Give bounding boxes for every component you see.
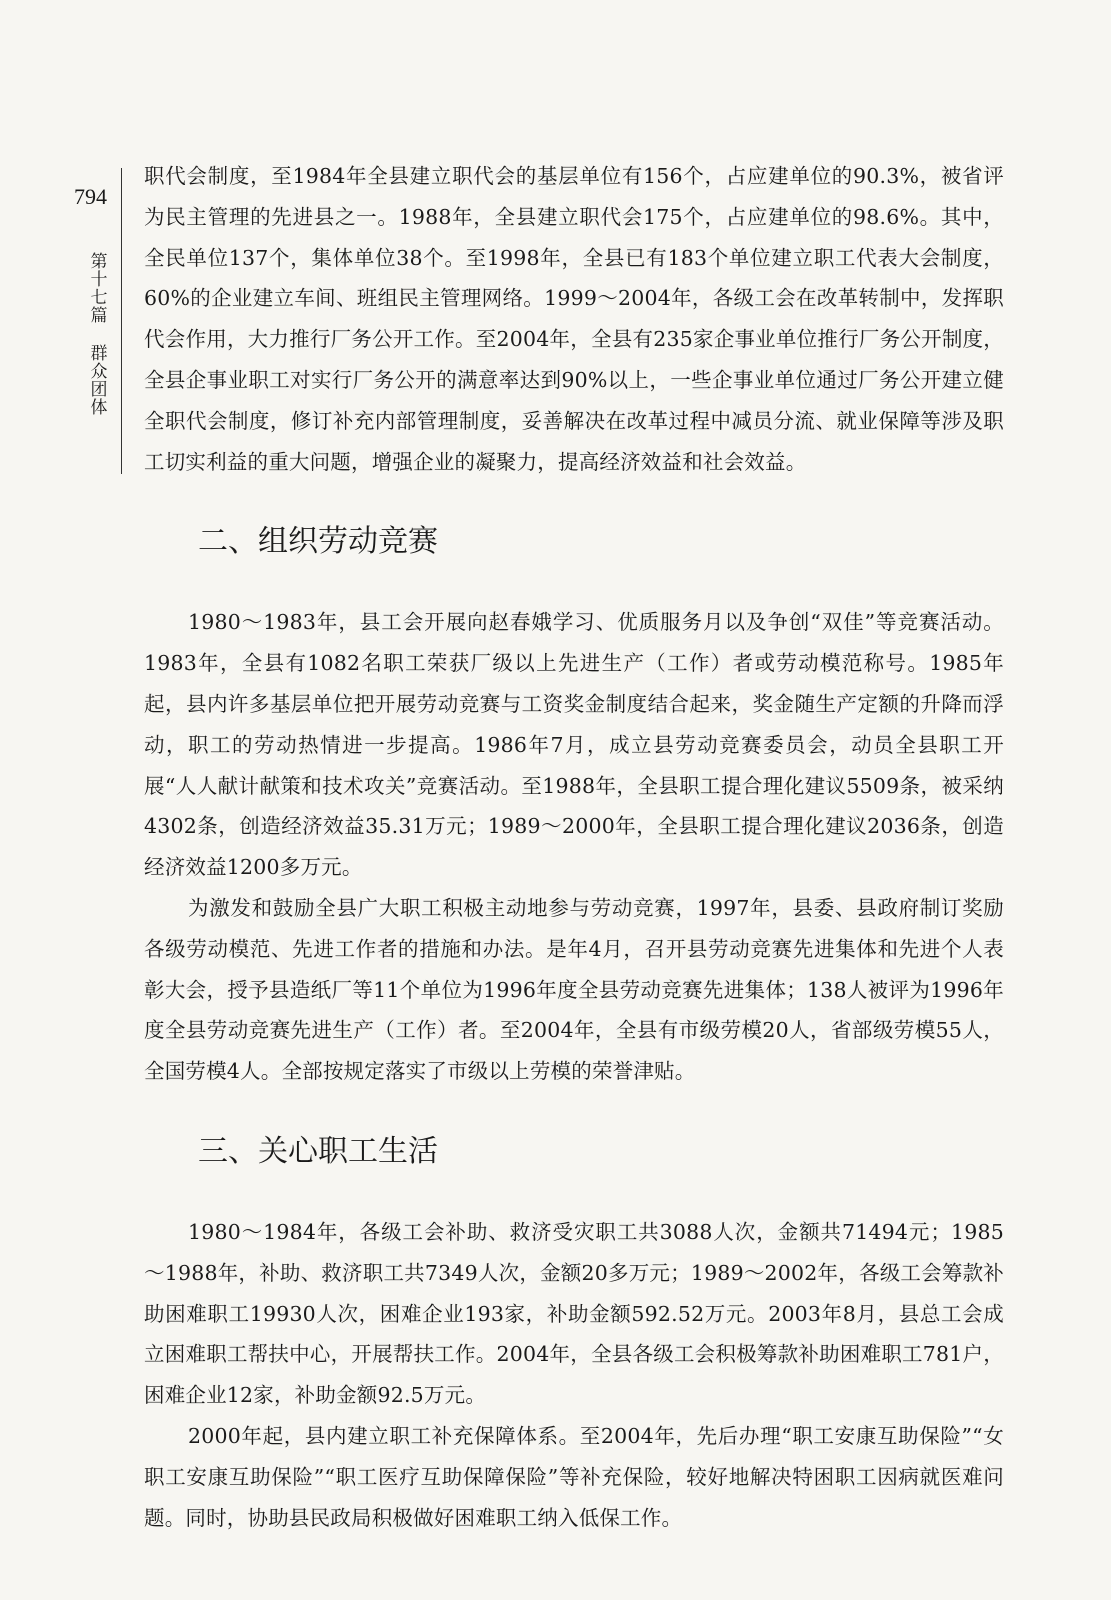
labor-competition-paragraph-1: 1980～1983年，县工会开展向赵春娥学习、优质服务月以及争创“双佳”等竞赛活动。1983年，全县有1082名职工荣获厂级以上先进生产（工作）者或劳动模范称号。1985年起，县内许多基层单位把开展劳动竞赛与工资奖金制度结合起来，奖金随生产定额的升降而浮动，职工的劳动热情进一步提高。1986年7月，成立县劳动竞赛委员会，动员全县职工开展“人人献计献策和技术攻关”竞赛活动。至1988年，全县职工提合理化建议5509条，被采纳4302条，创造经济效益35.31万元；1989～2000年，全县职工提合理化建议2036条，创造经济效益1200多万元。 xyxy=(144,610,1004,880)
intro-paragraph: 职代会制度，至1984年全县建立职代会的基层单位有156个，占应建单位的90.3%，被省评为民主管理的先进县之一。1988年，全县建立职代会175个，占应建单位的98.6%。其中，全民单位137个，集体单位38个。至1998年，全县已有183个单位建立职工代表大会制度，60%的企业建立车间、班组民主管理网络。1999～2004年，各级工会在改革转制中，发挥职代会作用，大力推行厂务公开工作。至2004年，全县有235家企事业单位推行厂务公开制度，全县企事业职工对实行厂务公开的满意率达到90%以上，一些企事业单位通过厂务公开建立健全职代会制度，修订补充内部管理制度，妥善解决在改革过程中减员分流、就业保障等涉及职工切实利益的重大问题，增强企业的凝聚力，提高经济效益和社会效益。 xyxy=(144,164,1004,474)
running-header xyxy=(84,252,108,416)
section-label: 群众团体 xyxy=(86,344,107,416)
page-number: 794 xyxy=(74,184,107,209)
section-heading-labor-competition: 二、组织劳动竞赛 xyxy=(198,524,438,560)
labor-competition-paragraph-2: 为激发和鼓励全县广大职工积极主动地参与劳动竞赛，1997年，县委、县政府制订奖励各级劳动模范、先进工作者的措施和办法。是年4月，召开县劳动竞赛先进集体和先进个人表彰大会，授予县造纸厂等11个单位为1996年度全县劳动竞赛先进集体；138人被评为1996年度全县劳动竞赛先进生产（工作）者。至2004年，全县有市级劳模20人，省部级劳模55人，全国劳模4人。全部按规定落实了市级以上劳模的荣誉津贴。 xyxy=(144,895,1004,1084)
worker-welfare-paragraph-2: 2000年起，县内建立职工补充保障体系。至2004年，先后办理“职工安康互助保险”“女职工安康互助保险”“职工医疗互助保障保险”等补充保险，较好地解决特困职工因病就医难问题。同时，协助县民政局积极做好困难职工纳入低保工作。 xyxy=(144,1423,1004,1530)
page-body xyxy=(144,156,1004,1538)
margin-divider xyxy=(121,168,122,474)
worker-welfare-paragraph-1: 1980～1984年，各级工会补助、救济受灾职工共3088人次，金额共71494元；1985～1988年，补助、救济职工共7349人次，金额20多万元；1989～2002年，各级工会筹款补助困难职工19930人次，困难企业193家，补助金额592.52万元。2003年8月，县总工会成立困难职工帮扶中心，开展帮扶工作。2004年，全县各级工会积极筹款补助困难职工781户，困难企业12家，补助金额92.5万元。 xyxy=(144,1219,1004,1408)
chapter-label: 第十七篇 xyxy=(86,252,107,324)
section-heading-worker-welfare: 三、关心职工生活 xyxy=(198,1133,438,1169)
